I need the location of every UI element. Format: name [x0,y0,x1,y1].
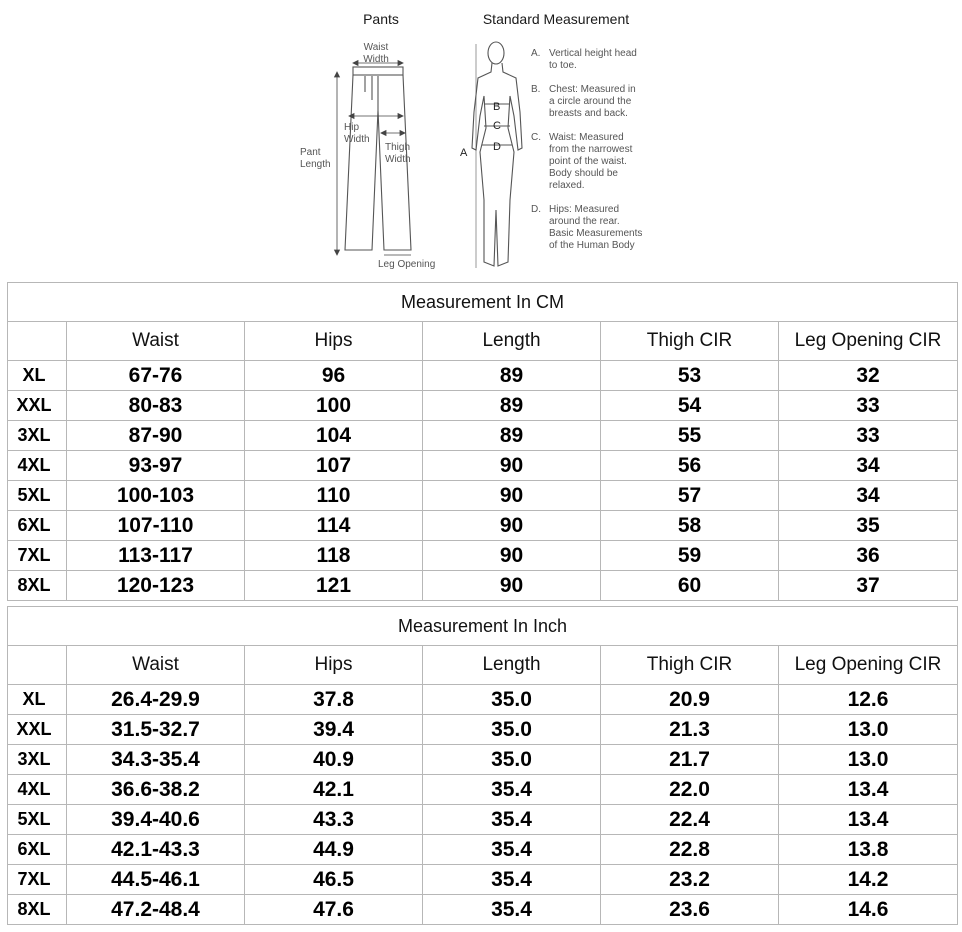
cell-size: 6XL [8,511,67,541]
table-row [8,775,958,805]
cell-thigh: 22.8 [601,835,779,865]
cell-hips: 118 [245,541,423,571]
cell-hips: 107 [245,451,423,481]
cell-length: 35.4 [423,775,601,805]
note-b-line-2: a circle around the [549,96,632,107]
cell-leg-opening: 33 [779,421,958,451]
cell-waist: 31.5-32.7 [67,715,245,745]
cell-length: 35.4 [423,805,601,835]
cell-waist: 113-117 [67,541,245,571]
measurement-notes [531,48,642,251]
cell-thigh: 21.7 [601,745,779,775]
table-row [8,835,958,865]
note-c-letter: C. [531,132,541,143]
cell-size: 3XL [8,745,67,775]
cell-leg-opening: 37 [779,571,958,601]
cell-waist: 39.4-40.6 [67,805,245,835]
cell-thigh: 59 [601,541,779,571]
cell-leg-opening: 33 [779,391,958,421]
inch-header-hips: Hips [245,646,423,685]
cell-length: 90 [423,571,601,601]
cell-size: 7XL [8,865,67,895]
inch-table-body [8,685,958,925]
cm-header-leg-opening: Leg Opening CIR [779,322,958,361]
body-letter-d: D [493,141,501,153]
cell-hips: 42.1 [245,775,423,805]
inch-table-title: Measurement In Inch [8,607,958,646]
cell-size: XL [8,361,67,391]
pant-length-label-2: Length [300,159,331,170]
cm-table-title-row [8,283,958,322]
cell-waist: 44.5-46.1 [67,865,245,895]
cell-size: XXL [8,391,67,421]
cell-leg-opening: 35 [779,511,958,541]
note-a-line-2: to toe. [549,60,577,71]
cell-length: 90 [423,481,601,511]
cell-hips: 37.8 [245,685,423,715]
table-row [8,715,958,745]
leg-opening-label: Leg Opening [378,259,436,270]
diagram-svg [0,0,962,276]
cell-waist: 47.2-48.4 [67,895,245,925]
cell-length: 35.4 [423,865,601,895]
inch-header-size [8,646,67,685]
cell-thigh: 55 [601,421,779,451]
cell-length: 89 [423,391,601,421]
cell-length: 89 [423,421,601,451]
body-illustration [472,42,522,268]
table-row [8,361,958,391]
waist-label-2: Width [363,54,389,65]
body-letter-b: B [493,101,501,113]
table-row [8,805,958,835]
cell-leg-opening: 34 [779,451,958,481]
cell-waist: 87-90 [67,421,245,451]
measurement-diagram [0,0,962,276]
cell-leg-opening: 14.6 [779,895,958,925]
note-b-line-3: breasts and back. [549,108,628,119]
cell-hips: 104 [245,421,423,451]
cell-size: XXL [8,715,67,745]
thigh-label-2: Width [385,154,411,165]
cell-waist: 80-83 [67,391,245,421]
cell-length: 35.0 [423,685,601,715]
inch-header-length: Length [423,646,601,685]
note-c-line-3: point of the waist. [549,156,627,167]
thigh-label-1: Thigh [385,142,411,153]
table-row [8,421,958,451]
cell-thigh: 23.2 [601,865,779,895]
cell-waist: 34.3-35.4 [67,745,245,775]
cell-size: 6XL [8,835,67,865]
pant-length-label-1: Pant [300,147,321,158]
cell-size: XL [8,685,67,715]
cell-hips: 100 [245,391,423,421]
cell-hips: 43.3 [245,805,423,835]
cell-waist: 107-110 [67,511,245,541]
inch-header-leg-opening: Leg Opening CIR [779,646,958,685]
cell-waist: 100-103 [67,481,245,511]
cell-thigh: 20.9 [601,685,779,715]
cm-header-size [8,322,67,361]
note-d-line-4: of the Human Body [549,240,635,251]
cell-length: 90 [423,511,601,541]
cell-thigh: 60 [601,571,779,601]
cell-thigh: 53 [601,361,779,391]
inch-header-thigh: Thigh CIR [601,646,779,685]
cm-header-row [8,322,958,361]
cell-size: 5XL [8,805,67,835]
hip-label-2: Width [344,134,370,145]
pants-title: Pants [363,11,399,27]
cell-size: 8XL [8,571,67,601]
cm-header-hips: Hips [245,322,423,361]
cell-leg-opening: 12.6 [779,685,958,715]
cm-table-body [8,361,958,601]
cell-length: 35.0 [423,715,601,745]
cell-length: 35.4 [423,835,601,865]
inch-table-title-row [8,607,958,646]
note-d-line-1: Hips: Measured [549,204,620,215]
cell-hips: 121 [245,571,423,601]
cell-hips: 114 [245,511,423,541]
cell-waist: 26.4-29.9 [67,685,245,715]
cell-leg-opening: 36 [779,541,958,571]
cell-hips: 40.9 [245,745,423,775]
table-row [8,685,958,715]
table-row [8,895,958,925]
table-row [8,541,958,571]
cell-waist: 42.1-43.3 [67,835,245,865]
cell-waist: 93-97 [67,451,245,481]
cell-length: 35.4 [423,895,601,925]
inch-size-table [7,606,958,925]
cell-size: 4XL [8,451,67,481]
cm-header-thigh: Thigh CIR [601,322,779,361]
note-b-line-1: Chest: Measured in [549,84,636,95]
note-d-line-2: around the rear. [549,216,620,227]
body-letter-c: C [493,120,501,132]
note-a-letter: A. [531,48,541,59]
cell-waist: 67-76 [67,361,245,391]
cell-leg-opening: 14.2 [779,865,958,895]
cell-leg-opening: 13.4 [779,805,958,835]
note-c-line-4: Body should be [549,168,618,179]
cell-leg-opening: 13.8 [779,835,958,865]
cell-size: 7XL [8,541,67,571]
note-d-line-3: Basic Measurements [549,228,643,239]
table-row [8,391,958,421]
table-row [8,511,958,541]
cell-length: 35.0 [423,745,601,775]
cm-size-table [7,282,958,601]
inch-header-waist: Waist [67,646,245,685]
cell-thigh: 54 [601,391,779,421]
cell-thigh: 56 [601,451,779,481]
cell-size: 4XL [8,775,67,805]
hip-label-1: Hip [344,122,360,133]
body-letter-a: A [460,147,468,159]
cell-thigh: 21.3 [601,715,779,745]
note-a-line-1: Vertical height head [549,48,637,59]
cm-header-waist: Waist [67,322,245,361]
table-row [8,481,958,511]
waist-label-1: Waist [363,42,389,53]
cell-hips: 96 [245,361,423,391]
table-row [8,745,958,775]
note-b-letter: B. [531,84,541,95]
cell-size: 5XL [8,481,67,511]
cell-length: 90 [423,541,601,571]
cell-leg-opening: 13.0 [779,745,958,775]
cell-hips: 44.9 [245,835,423,865]
cell-length: 89 [423,361,601,391]
cell-leg-opening: 32 [779,361,958,391]
cell-hips: 46.5 [245,865,423,895]
cell-hips: 39.4 [245,715,423,745]
table-row [8,571,958,601]
cell-thigh: 22.0 [601,775,779,805]
cell-size: 8XL [8,895,67,925]
cell-leg-opening: 34 [779,481,958,511]
cell-leg-opening: 13.0 [779,715,958,745]
cell-leg-opening: 13.4 [779,775,958,805]
cell-waist: 120-123 [67,571,245,601]
inch-header-row [8,646,958,685]
cell-hips: 110 [245,481,423,511]
cell-waist: 36.6-38.2 [67,775,245,805]
table-row [8,865,958,895]
cell-thigh: 22.4 [601,805,779,835]
note-c-line-5: relaxed. [549,180,585,191]
cell-thigh: 58 [601,511,779,541]
cm-table-title: Measurement In CM [8,283,958,322]
table-row [8,451,958,481]
cell-size: 3XL [8,421,67,451]
note-d-letter: D. [531,204,541,215]
cell-thigh: 57 [601,481,779,511]
cell-thigh: 23.6 [601,895,779,925]
note-c-line-2: from the narrowest [549,144,633,155]
cm-header-length: Length [423,322,601,361]
standard-measurement-title: Standard Measurement [482,11,630,27]
cell-length: 90 [423,451,601,481]
cell-hips: 47.6 [245,895,423,925]
note-c-line-1: Waist: Measured [549,132,624,143]
